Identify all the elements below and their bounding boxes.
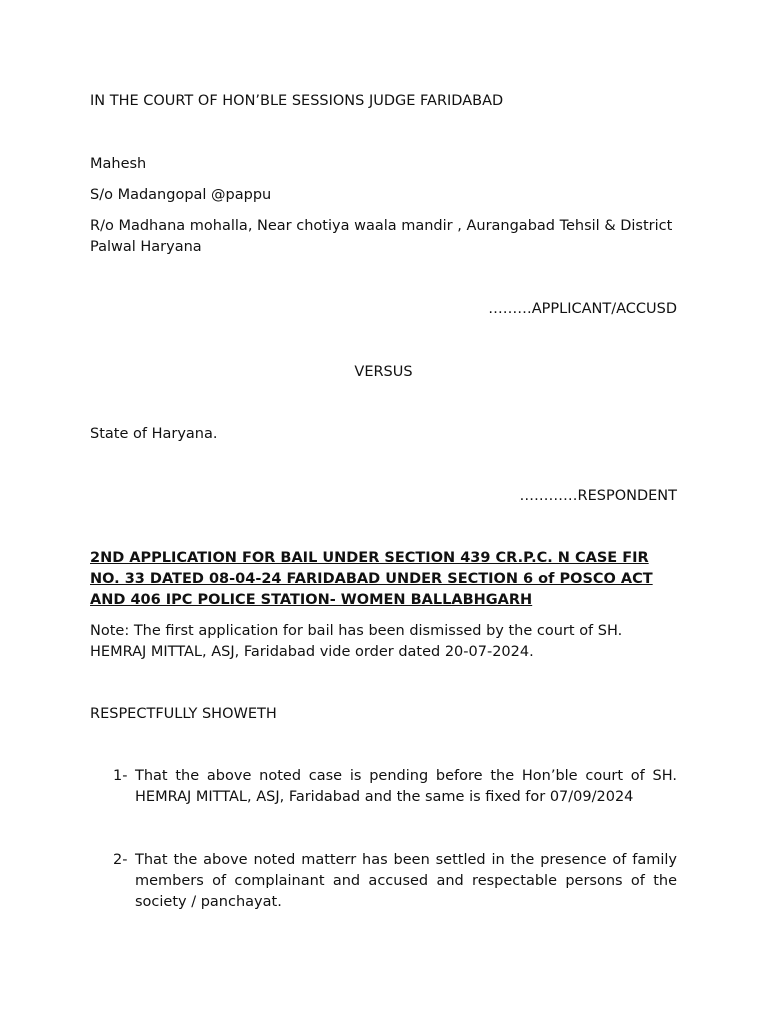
- application-subject: 2ND APPLICATION FOR BAIL UNDER SECTION 439 CR.P.C. N CASE FIR NO. 33 DATED 08-04-24 FARIDABAD UNDER SECTION 6 of POSCO ACT AND 406 IPC POLICE STATION- WOMEN BALLABHGARH: [90, 550, 653, 608]
- respondent-name: State of Haryana.: [90, 426, 218, 442]
- list-item-text: That the above noted matterr has been settled in the presence of family members of complainant and accused and respectable persons of the society / panchayat.: [135, 852, 677, 910]
- list-item-number: 2-: [113, 852, 128, 868]
- respondent-role: …………RESPONDENT: [519, 488, 677, 504]
- applicant-address: R/o Madhana mohalla, Near chotiya waala mandir , Aurangabad Tehsil & District Palwal Haryana: [90, 218, 673, 255]
- applicant-parentage: S/o Madangopal @pappu: [90, 187, 272, 203]
- applicant-role: ………APPLICANT/ACCUSD: [488, 301, 677, 317]
- note-paragraph: Note: The first application for bail has been dismissed by the court of SH. HEMRAJ MITTAL, ASJ, Faridabad vide order dated 20-07-2024.: [90, 623, 623, 660]
- salutation: RESPECTFULLY SHOWETH: [90, 706, 277, 722]
- applicant-name: Mahesh: [90, 156, 147, 172]
- list-item-text: That the above noted case is pending before the Hon’ble court of SH. HEMRAJ MITTAL, ASJ, Faridabad and the same is fixed for 07/09/2024: [135, 768, 677, 805]
- court-heading: IN THE COURT OF HON’BLE SESSIONS JUDGE FARIDABAD: [90, 93, 504, 109]
- versus-label: VERSUS: [354, 364, 413, 380]
- list-item-number: 1-: [113, 768, 128, 784]
